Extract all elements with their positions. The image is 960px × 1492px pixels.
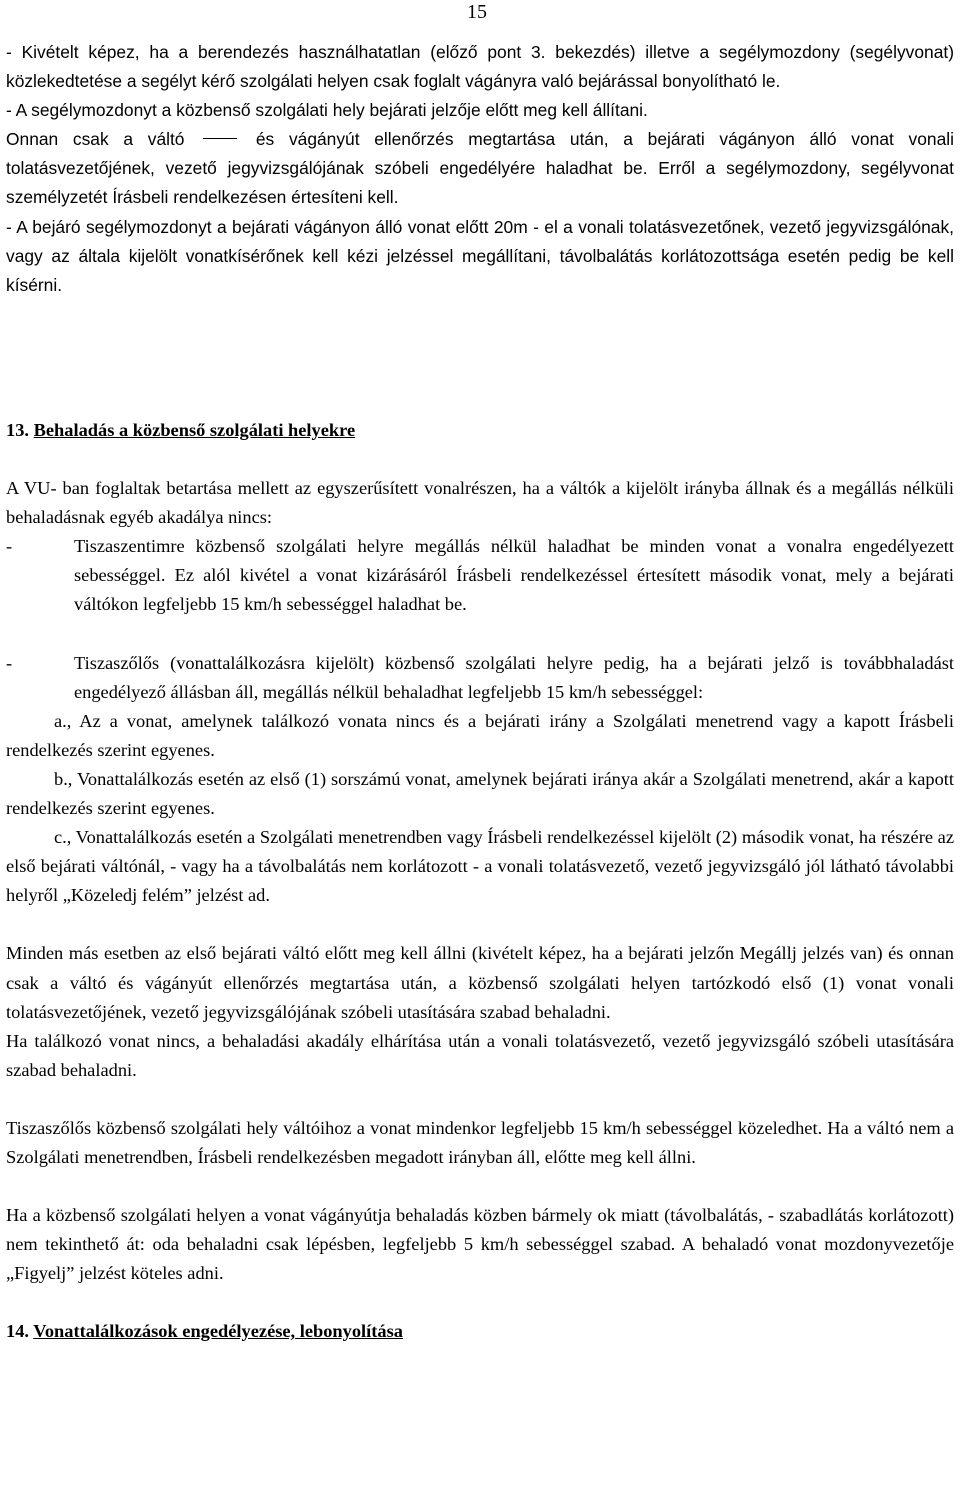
paragraph-other-cases: Minden más esetben az első bejárati váltó előtt meg kell állni (kivételt képez, ha a bejárati jelzőn Megállj jelzés van) és onnan csak a váltó és vágányút ellenőrzés megtartása után, a közbenső szolgálati helyen tartózkodó első (1) vonat vonali tolatásvezetőjének, vezető jegyvizsgálójának szóbeli utasítására szabad behaladni.	[6, 943, 954, 1022]
switch-check-text-a: Onnan csak a váltó	[6, 129, 185, 150]
paragraph-limited-visibility: Ha a közbenső szolgálati helyen a vonat vágányútja behaladás közben bármely ok miatt (távolbalátás, - szabadlátás korlátozott) nem tekinthető át: oda behaladni csak lépésben, legfeljebb 5 km/h sebességgel szabad. A behaladó vonat mozdonyvezetője „Figyelj” jelzést köteles adni.	[6, 1205, 954, 1284]
sub-item-c: c., Vonattalálkozás esetén a Szolgálati menetrendben vagy Írásbeli rendelkezéssel kijelölt (2) második vonat, ha részére az első bejárati váltónál, - vagy ha a távolbalátás nem korlátozott - a vonali tolatásvezető, vezető jegyvizsgáló jól látható távolabbi helyről „Közeledj felém” jelzést ad.	[6, 827, 954, 906]
paragraph-no-meeting-train: Ha találkozó vonat nincs, a behaladási akadály elhárítása után a vonali tolatásvezető, vezető jegyvizsgáló szóbeli utasítására szabad behaladni.	[6, 1030, 954, 1080]
list-item-text: Tiszaszőlős (vonattalálkozásra kijelölt) közbenső szolgálati helyre pedig, ha a bejárati jelző is továbbhaladást engedélyező állásban áll, megállás nélkül behaladhat legfeljebb 15 km/h sebességgel:	[74, 652, 954, 702]
section-14-title: Vonattalálkozások engedélyezése, lebonyolítása	[33, 1321, 403, 1342]
switch-check-text-b: és vágányút ellenőrzés megtartása után, a bejárati vágányon álló vonat vonali tolatásvezetőjének, vezető jegyvizsgálójának szóbeli engedélyére haladhat be. Erről a segélymozdony, segélyvonat személyzetét Írásbeli rendelkezésen értesíteni kell.	[6, 129, 954, 208]
section-13	[6, 416, 954, 1346]
paragraph-hand-signal: - A bejáró segélymozdonyt a bejárati vágányon álló vonat előtt 20m - el a vonali tolatásvezetőnek, vezető jegyvizsgálónak, vagy az általa kijelölt vonatkísérőnek kell kézi jelzéssel megállítani, távolbalátás korlátozottsága esetén pedig be kell kísérni.	[6, 216, 954, 295]
sub-item-a: a., Az a vonat, amelynek találkozó vonata nincs és a bejárati irány a Szolgálati menetrend vagy a kapott Írásbeli rendelkezés szerint egyenes.	[6, 710, 954, 760]
section-14-number: 14.	[6, 1321, 29, 1342]
section-13-intro: A VU- ban foglaltak betartása mellett az egyszerűsített vonalrészen, ha a váltók a kijelölt irányba állnak és a megállás nélküli behaladásnak egyéb akadálya nincs:	[6, 478, 954, 528]
page-number: 15	[467, 1, 487, 23]
paragraph-tiszaszolos-speed: Tiszaszőlős közbenső szolgálati hely váltóihoz a vonat mindenkor legfeljebb 15 km/h sebességgel közeledhet. Ha a váltó nem a Szolgálati menetrendben, Írásbeli rendelkezésben megadott irányban áll, előtte meg kell állni.	[6, 1117, 954, 1167]
section-intro	[6, 38, 954, 300]
list-item-tiszaszentimre: - Tiszaszentimre közbenső szolgálati helyre megállás nélkül haladhat be minden vonat a vonalra engedélyezett sebességgel. Ez alól kivétel a vonat kizárásáról Írásbeli rendelkezéssel értesített második vonat, mely a bejárati váltókon legfeljebb 15 km/h sebességgel haladhat be.	[6, 532, 954, 619]
paragraph-stop-before-signal: - A segélymozdonyt a közbenső szolgálati hely bejárati jelzője előtt meg kell állítani.	[6, 100, 648, 121]
list-item-text: Tiszaszentimre közbenső szolgálati helyre megállás nélkül haladhat be minden vonat a vonalra engedélyezett sebességgel. Ez alól kivétel a vonat kizárásáról Írásbeli rendelkezéssel értesített második vonat, mely a bejárati váltókon legfeljebb 15 km/h sebességgel haladhat be.	[74, 536, 954, 615]
section-13-title: Behaladás a közbenső szolgálati helyekre	[33, 420, 356, 440]
sub-item-b: b., Vonattalálkozás esetén az első (1) sorszámú vonat, amelynek bejárati iránya akár a Szolgálati menetrend, akár a kapott rendelkezés szerint egyenes.	[6, 768, 954, 819]
section-13-heading	[6, 416, 954, 445]
section-14-heading	[6, 1317, 954, 1346]
section-13-number: 13.	[6, 420, 29, 440]
paragraph-switch-check	[6, 125, 954, 212]
list-item-tiszaszolos: - Tiszaszőlős (vonattalálkozásra kijelölt) közbenső szolgálati helyre pedig, ha a bejárati jelző is továbbhaladást engedélyező állásban áll, megállás nélkül behaladhat legfeljebb 15 km/h sebességgel:	[6, 649, 954, 707]
paragraph-exception: - Kivételt képez, ha a berendezés használhatatlan (előző pont 3. bekezdés) illetve a segélymozdony (segélyvonat) közlekedtetése a segélyt kérő szolgálati helyen csak foglalt vágányra való bejárással bonyolítható le.	[6, 42, 954, 92]
long-dash	[203, 138, 237, 139]
